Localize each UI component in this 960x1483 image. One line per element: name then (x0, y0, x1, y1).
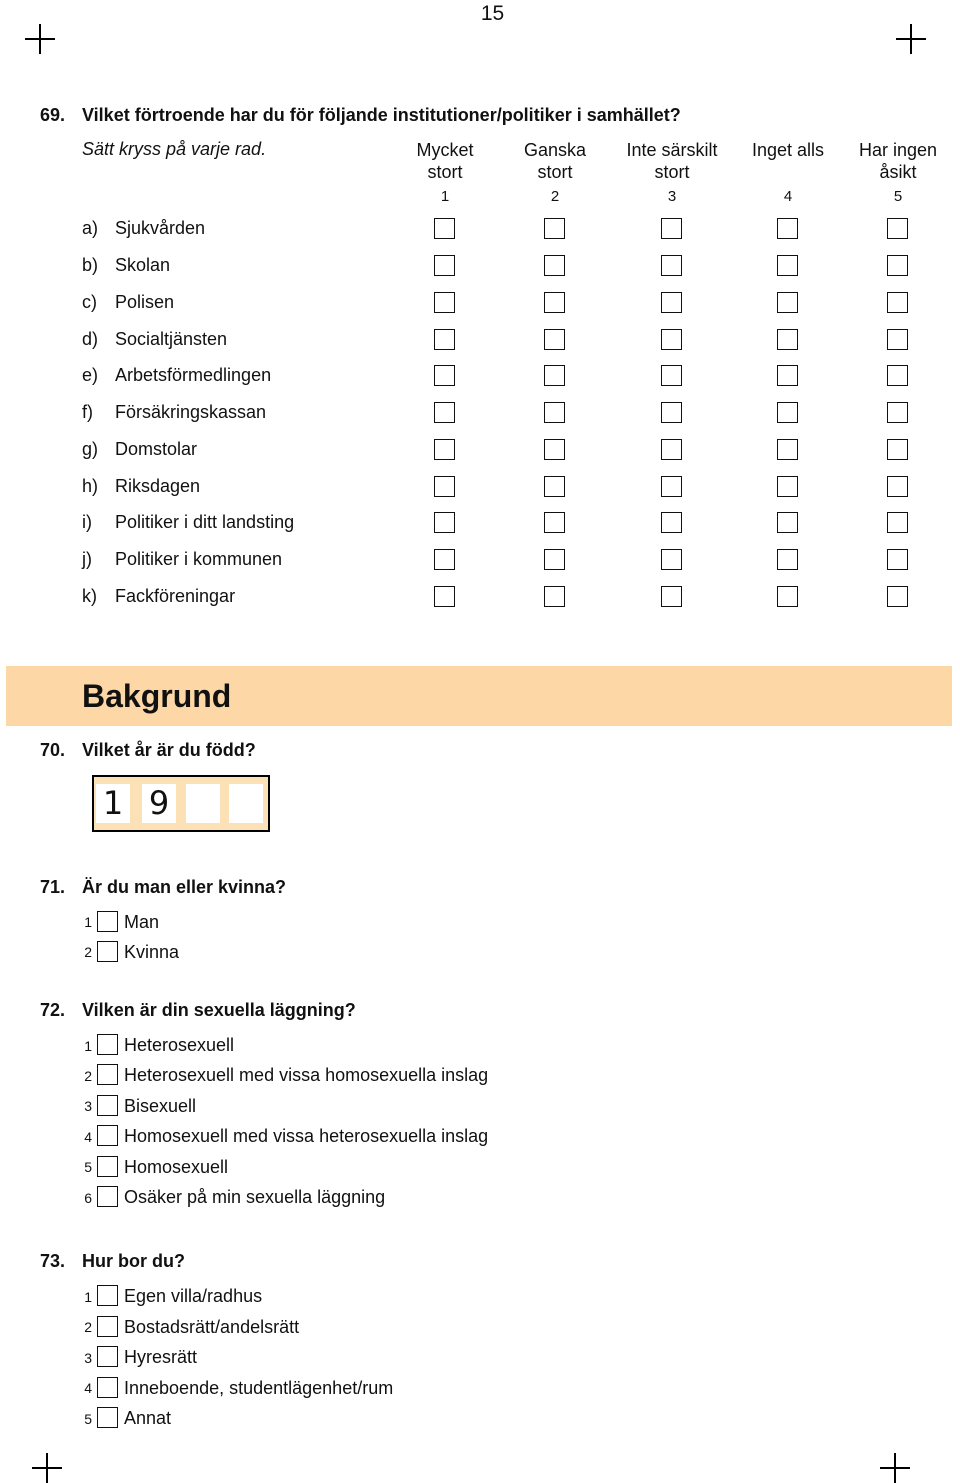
checkbox-e-4[interactable] (777, 365, 798, 386)
checkbox-inneboende[interactable] (97, 1377, 118, 1398)
option-label: Inneboende, studentlägenhet/rum (124, 1378, 394, 1398)
option-label: Heterosexuell med vissa homosexuella inslag (124, 1065, 489, 1085)
option-label: Bostadsrätt/andelsrätt (124, 1317, 300, 1337)
checkbox-j-4[interactable] (777, 549, 798, 570)
option-code: 5 (84, 1159, 92, 1175)
registration-mark-bottom-left (32, 1453, 62, 1483)
checkbox-e-1[interactable] (434, 365, 455, 386)
question-69-instruction: Sätt kryss på varje rad. (82, 139, 267, 159)
checkbox-f-2[interactable] (544, 402, 565, 423)
checkbox-heterosexuell[interactable] (97, 1034, 118, 1055)
option-code: 4 (84, 1380, 92, 1396)
checkbox-g-3[interactable] (661, 439, 682, 460)
checkbox-h-4[interactable] (777, 476, 798, 497)
column-header-2: Ganska stort (523, 140, 587, 182)
checkbox-h-3[interactable] (661, 476, 682, 497)
option-label: Hyresrätt (124, 1347, 198, 1367)
birth-year-field (92, 775, 270, 832)
row-label: Arbetsförmedlingen (115, 365, 272, 385)
row-letter: i) (82, 512, 92, 532)
checkbox-g-4[interactable] (777, 439, 798, 460)
option-code: 3 (84, 1350, 92, 1366)
checkbox-homosexuell[interactable] (97, 1156, 118, 1177)
year-digit-4[interactable] (229, 784, 263, 823)
option-code: 2 (84, 944, 92, 960)
row-label: Fackföreningar (115, 586, 236, 606)
question-71-number: 71. (40, 877, 66, 897)
row-label: Sjukvården (115, 218, 206, 238)
row-letter: j) (82, 549, 92, 569)
checkbox-f-1[interactable] (434, 402, 455, 423)
option-code: 2 (84, 1319, 92, 1335)
row-label: Politiker i kommunen (115, 549, 283, 569)
checkbox-k-4[interactable] (777, 586, 798, 607)
row-label: Skolan (115, 255, 171, 275)
option-label: Man (124, 912, 160, 932)
checkbox-bostadsratt[interactable] (97, 1316, 118, 1337)
option-label: Annat (124, 1408, 172, 1428)
checkbox-c-2[interactable] (544, 292, 565, 313)
checkbox-d-1[interactable] (434, 329, 455, 350)
question-73-text: Hur bor du? (82, 1251, 185, 1271)
question-72-text: Vilken är din sexuella läggning? (82, 1000, 356, 1020)
row-label: Socialtjänsten (115, 329, 228, 349)
registration-mark-bottom-right (880, 1453, 910, 1483)
checkbox-b-4[interactable] (777, 255, 798, 276)
checkbox-hyresratt[interactable] (97, 1346, 118, 1367)
checkbox-g-5[interactable] (887, 439, 908, 460)
checkbox-a-1[interactable] (434, 218, 455, 239)
checkbox-f-3[interactable] (661, 402, 682, 423)
option-code: 5 (84, 1411, 92, 1427)
checkbox-a-5[interactable] (887, 218, 908, 239)
year-digit-2[interactable]: 9 (142, 784, 176, 823)
page-number: 15 (480, 2, 505, 25)
checkbox-h-1[interactable] (434, 476, 455, 497)
checkbox-k-1[interactable] (434, 586, 455, 607)
checkbox-c-4[interactable] (777, 292, 798, 313)
section-title: Bakgrund (82, 678, 232, 714)
row-label: Politiker i ditt landsting (115, 512, 295, 532)
checkbox-osaker[interactable] (97, 1186, 118, 1207)
row-letter: c) (82, 292, 97, 312)
question-72-number: 72. (40, 1000, 66, 1020)
registration-mark-top-left (25, 24, 55, 54)
checkbox-j-2[interactable] (544, 549, 565, 570)
option-label: Kvinna (124, 942, 180, 962)
checkbox-homosexuell-med-inslag[interactable] (97, 1125, 118, 1146)
checkbox-a-2[interactable] (544, 218, 565, 239)
checkbox-b-3[interactable] (661, 255, 682, 276)
column-header-5: Har ingen åsikt (858, 140, 938, 182)
checkbox-a-3[interactable] (661, 218, 682, 239)
checkbox-bisexuell[interactable] (97, 1095, 118, 1116)
checkbox-h-2[interactable] (544, 476, 565, 497)
checkbox-a-4[interactable] (777, 218, 798, 239)
checkbox-kvinna[interactable] (97, 941, 118, 962)
column-code-1: 1 (440, 188, 450, 205)
question-69-text: Vilket förtroende har du för följande institutioner/politiker i samhället? (82, 105, 681, 125)
checkbox-j-1[interactable] (434, 549, 455, 570)
column-code-4: 4 (783, 188, 793, 205)
row-label: Riksdagen (115, 476, 201, 496)
row-label: Polisen (115, 292, 175, 312)
column-code-3: 3 (667, 188, 677, 205)
checkbox-c-3[interactable] (661, 292, 682, 313)
column-code-2: 2 (550, 188, 560, 205)
checkbox-f-4[interactable] (777, 402, 798, 423)
option-label: Heterosexuell (124, 1035, 235, 1055)
row-letter: h) (82, 476, 99, 496)
option-code: 4 (84, 1129, 92, 1145)
column-header-3: Inte särskilt stort (626, 140, 718, 182)
option-code: 2 (84, 1068, 92, 1084)
row-letter: f) (82, 402, 93, 422)
checkbox-e-2[interactable] (544, 365, 565, 386)
checkbox-heterosexuell-med-inslag[interactable] (97, 1064, 118, 1085)
checkbox-e-3[interactable] (661, 365, 682, 386)
column-header-1: Mycket stort (416, 140, 474, 182)
row-letter: b) (82, 255, 99, 275)
option-code: 1 (84, 914, 92, 930)
checkbox-f-5[interactable] (887, 402, 908, 423)
checkbox-g-1[interactable] (434, 439, 455, 460)
question-73-number: 73. (40, 1251, 66, 1271)
checkbox-k-5[interactable] (887, 586, 908, 607)
option-code: 6 (84, 1190, 92, 1206)
column-header-4: Inget alls (751, 140, 825, 160)
checkbox-d-3[interactable] (661, 329, 682, 350)
question-70-text: Vilket år är du född? (82, 740, 256, 760)
year-digit-1[interactable]: 1 (96, 784, 130, 823)
checkbox-i-5[interactable] (887, 512, 908, 533)
checkbox-j-5[interactable] (887, 549, 908, 570)
checkbox-d-5[interactable] (887, 329, 908, 350)
checkbox-k-3[interactable] (661, 586, 682, 607)
checkbox-c-1[interactable] (434, 292, 455, 313)
checkbox-b-1[interactable] (434, 255, 455, 276)
registration-mark-top-right (896, 24, 926, 54)
checkbox-i-4[interactable] (777, 512, 798, 533)
row-label: Försäkringskassan (115, 402, 267, 422)
checkbox-c-5[interactable] (887, 292, 908, 313)
checkbox-i-2[interactable] (544, 512, 565, 533)
checkbox-b-2[interactable] (544, 255, 565, 276)
column-code-5: 5 (893, 188, 903, 205)
option-label: Osäker på min sexuella läggning (124, 1187, 386, 1207)
checkbox-d-4[interactable] (777, 329, 798, 350)
row-letter: d) (82, 329, 99, 349)
checkbox-b-5[interactable] (887, 255, 908, 276)
checkbox-man[interactable] (97, 911, 118, 932)
row-letter: e) (82, 365, 99, 385)
checkbox-h-5[interactable] (887, 476, 908, 497)
option-label: Homosexuell (124, 1157, 229, 1177)
checkbox-k-2[interactable] (544, 586, 565, 607)
checkbox-g-2[interactable] (544, 439, 565, 460)
checkbox-annat[interactable] (97, 1407, 118, 1428)
row-label: Domstolar (115, 439, 198, 459)
row-letter: a) (82, 218, 99, 238)
checkbox-e-5[interactable] (887, 365, 908, 386)
checkbox-i-1[interactable] (434, 512, 455, 533)
option-code: 3 (84, 1098, 92, 1114)
year-digit-3[interactable] (186, 784, 220, 823)
checkbox-j-3[interactable] (661, 549, 682, 570)
question-71-text: Är du man eller kvinna? (82, 877, 287, 897)
option-code: 1 (84, 1038, 92, 1054)
option-label: Egen villa/radhus (124, 1286, 263, 1306)
option-label: Bisexuell (124, 1096, 197, 1116)
question-69-number: 69. (40, 105, 66, 125)
option-code: 1 (84, 1289, 92, 1305)
question-70-number: 70. (40, 740, 66, 760)
row-letter: k) (82, 586, 97, 606)
checkbox-egen-villa[interactable] (97, 1285, 118, 1306)
checkbox-i-3[interactable] (661, 512, 682, 533)
option-label: Homosexuell med vissa heterosexuella inslag (124, 1126, 489, 1146)
checkbox-d-2[interactable] (544, 329, 565, 350)
row-letter: g) (82, 439, 99, 459)
